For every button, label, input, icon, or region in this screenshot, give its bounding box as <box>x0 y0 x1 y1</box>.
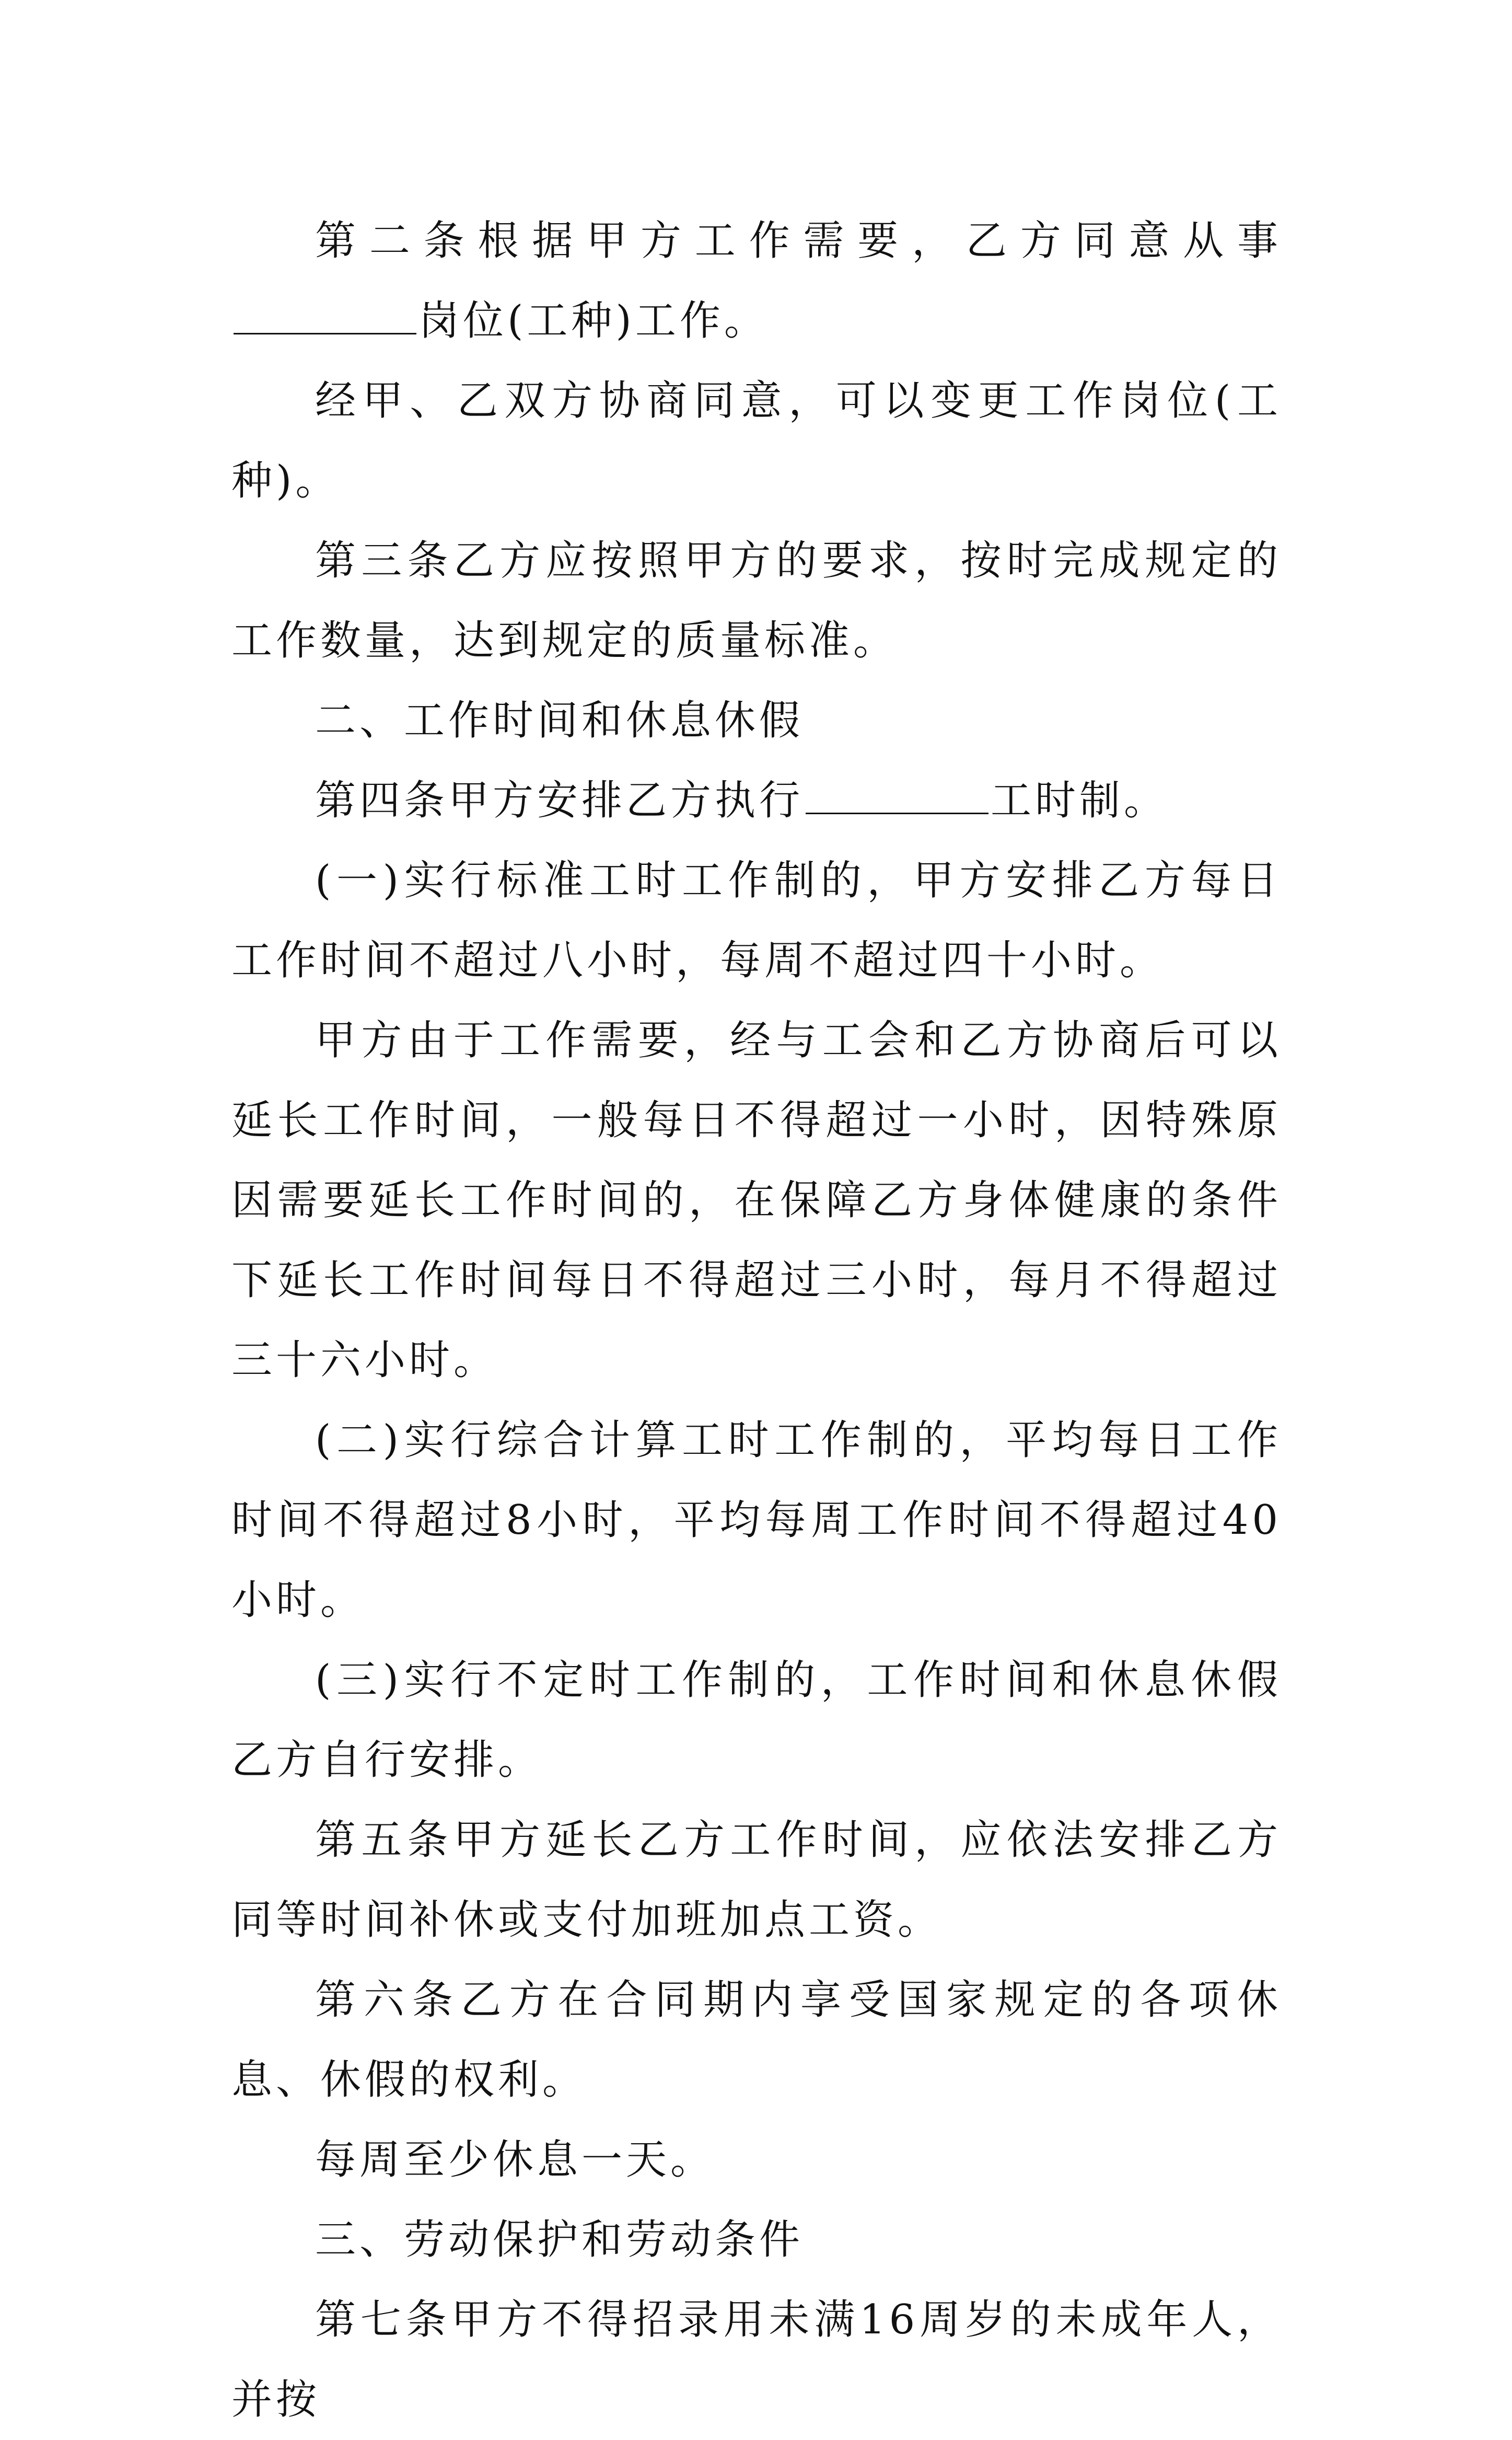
paragraph-text: 工时制。 <box>991 777 1169 824</box>
document-body <box>231 201 1282 2440</box>
paragraph-text: 第四条甲方安排乙方执行 <box>315 777 804 824</box>
paragraph-overtime: 甲方由于工作需要，经与工会和乙方协商后可以延长工作时间，一般每日不得超过一小时，因特殊原因需要延长工作时间的，在保障乙方身体健康的条件下延长工作时间每日不得超过三小时，每月不得超过三十六小时。 <box>231 1017 1282 1384</box>
paragraph-flexible-hours: (三)实行不定时工作制的，工作时间和休息休假乙方自行安排。 <box>231 1657 1282 1784</box>
paragraph-article-2 <box>231 201 1282 361</box>
paragraph-article-5: 第五条甲方延长乙方工作时间，应依法安排乙方同等时间补休或支付加班加点工资。 <box>231 1817 1282 1944</box>
paragraph-article-6: 第六条乙方在合同期内享受国家规定的各项休息、休假的权利。 <box>231 1976 1282 2103</box>
paragraph-text: 岗位(工种)工作。 <box>418 297 769 344</box>
fill-in-blank-position <box>234 296 416 334</box>
paragraph-article-3: 第三条乙方应按照甲方的要求，按时完成规定的工作数量，达到规定的质量标准。 <box>231 537 1282 664</box>
paragraph-article-7: 第七条甲方不得招录用未满16周岁的未成年人，并按 <box>231 2296 1282 2423</box>
paragraph-change-position: 经甲、乙双方协商同意，可以变更工作岗位(工种)。 <box>231 377 1282 504</box>
paragraph-weekly-rest: 每周至少休息一天。 <box>315 2136 715 2183</box>
paragraph-standard-hours: (一)实行标准工时工作制的，甲方安排乙方每日工作时间不超过八小时，每周不超过四十小时。 <box>231 857 1282 984</box>
fill-in-blank-hours-system <box>806 776 988 814</box>
paragraph-article-4 <box>231 761 1282 841</box>
section-heading-work-hours: 二、工作时间和休息休假 <box>315 697 804 744</box>
section-heading-labor-protection: 三、劳动保护和劳动条件 <box>315 2216 804 2263</box>
paragraph-text: 第二条根据甲方工作需要，乙方同意从事 <box>315 217 1282 264</box>
paragraph-comprehensive-hours: (二)实行综合计算工时工作制的，平均每日工作时间不得超过8小时，平均每周工作时间不得超过40小时。 <box>231 1417 1282 1624</box>
